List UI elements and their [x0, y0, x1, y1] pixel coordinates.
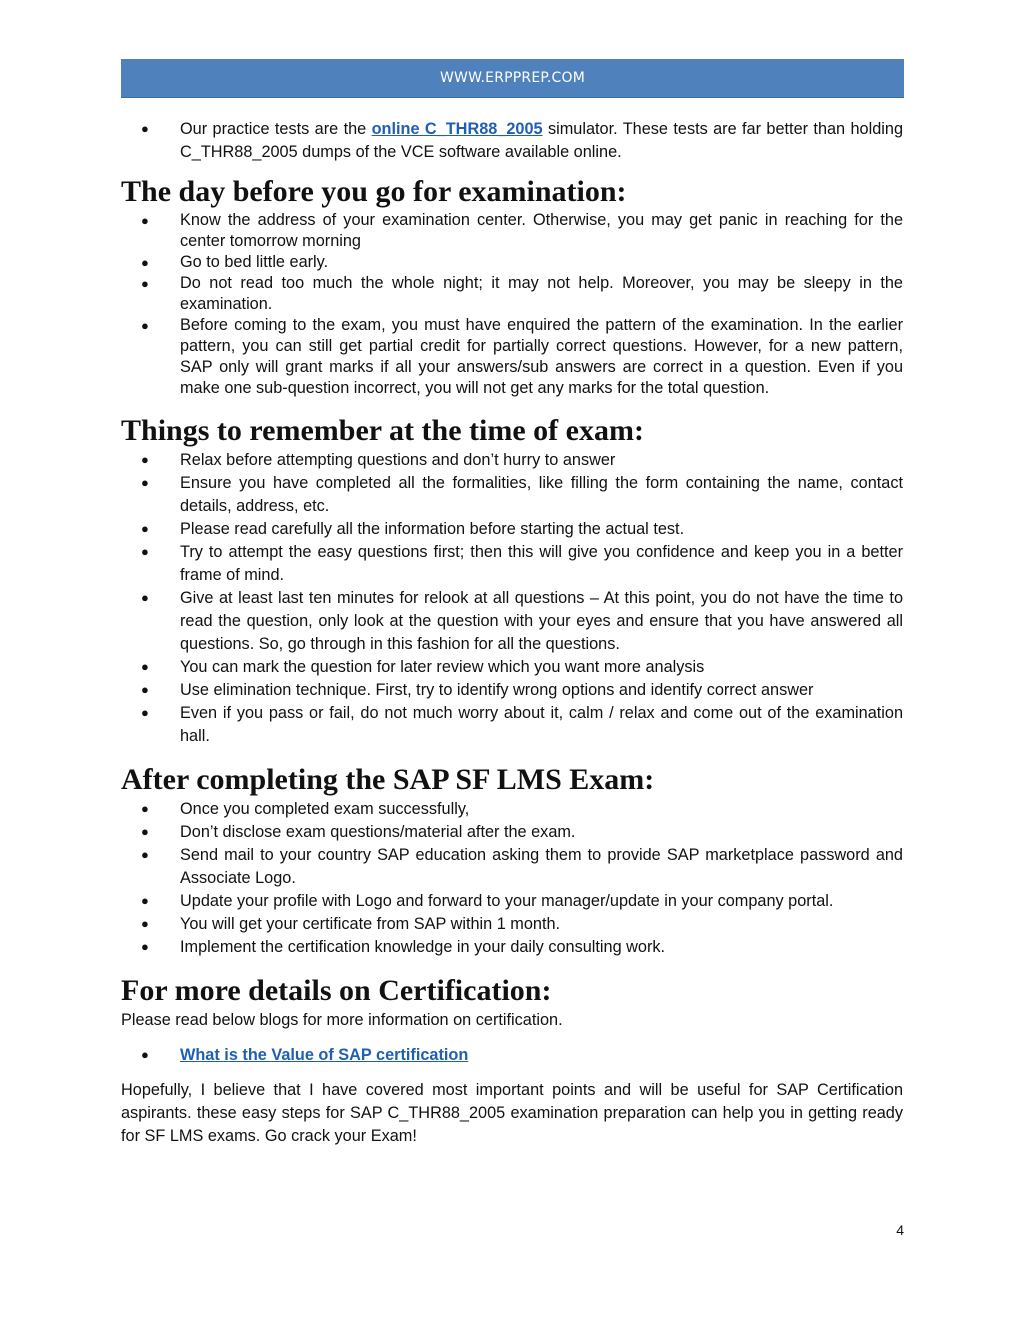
list-item: ● Even if you pass or fail, do not much worry about it, calm / relax and come out of the examination hall.: [141, 704, 903, 745]
list-item: ● Use elimination technique. First, try to identify wrong options and identify correct answer: [141, 681, 814, 699]
section-list: [121, 798, 903, 959]
simulator-link[interactable]: online C_THR88_2005: [371, 120, 543, 138]
intro-list: [121, 118, 903, 164]
header-banner: [121, 59, 904, 98]
bullet-icon: ●: [141, 521, 149, 536]
list-item: ● Ensure you have completed all the formalities, like filling the form containing the name, contact details, address, etc.: [141, 474, 903, 515]
bullet-icon: ●: [141, 452, 149, 467]
list-item: ● You will get your certificate from SAP within 1 month.: [141, 915, 561, 933]
section-title: After completing the SAP SF LMS Exam:: [121, 763, 655, 796]
site-url: WWW.ERPPREP.COM: [440, 70, 585, 86]
sap-certification-value-link[interactable]: What is the Value of SAP certification: [180, 1046, 469, 1064]
section-list: [121, 210, 903, 399]
bullet-icon: ●: [141, 916, 149, 931]
document-body: [121, 118, 903, 1148]
section-title: Things to remember at the time of exam:: [121, 414, 644, 447]
list-item: ● Relax before attempting questions and don’t hurry to answer: [141, 451, 616, 469]
details-lead: Please read below blogs for more information on certification.: [121, 1011, 563, 1029]
list-item: ● Give at least last ten minutes for relook at all questions – At this point, you do not have the time to read the question, only look at the question with your eyes and ensure that you have answered all questions. So, go through in this fashion for all the questions.: [141, 589, 903, 653]
bullet-icon: ●: [141, 1047, 149, 1062]
bullet-icon: ●: [141, 824, 149, 839]
bullet-icon: ●: [141, 276, 149, 291]
section-title: The day before you go for examination:: [121, 175, 627, 208]
bullet-icon: ●: [141, 544, 149, 559]
bullet-icon: ●: [141, 705, 149, 720]
bullet-icon: ●: [141, 475, 149, 490]
section-title: For more details on Certification:: [121, 974, 552, 1007]
page-number: 4: [896, 1222, 904, 1238]
list-item: ● Implement the certification knowledge in your daily consulting work.: [141, 938, 666, 956]
bullet-icon: ●: [141, 590, 149, 605]
bullet-icon: ●: [141, 847, 149, 862]
bullet-icon: ●: [141, 682, 149, 697]
list-item: ● Before coming to the exam, you must have enquired the pattern of the examination. In the earlier pattern, you can still get partial credit for partially correct questions. However, for a new pattern, SAP only will grant marks if all your answers/sub answers are correct in a question. Even if you make one sub-question incorrect, you will not get any marks for the total question.: [141, 316, 903, 397]
bullet-icon: ●: [141, 318, 149, 333]
bullet-icon: ●: [141, 659, 149, 674]
list-item: ● Our practice tests are the online C_THR88_2005 simulator. These tests are far better than holding C_THR88_2005 dumps of the VCE software available online.: [141, 120, 904, 161]
blog-links: [121, 1044, 903, 1067]
list-item: ● Please read carefully all the information before starting the actual test.: [141, 520, 685, 538]
bullet-icon: ●: [141, 893, 149, 908]
list-item: ● Send mail to your country SAP education asking them to provide SAP marketplace password and Associate Logo.: [141, 846, 903, 887]
list-item: ● You can mark the question for later review which you want more analysis: [141, 658, 705, 676]
list-item: ● Don’t disclose exam questions/material after the exam.: [141, 823, 576, 841]
list-item: ● Once you completed exam successfully,: [141, 800, 470, 818]
list-item: ● Know the address of your examination center. Otherwise, you may get panic in reaching for the center tomorrow morning: [141, 211, 903, 250]
bullet-icon: ●: [141, 121, 149, 136]
list-item: ● Try to attempt the easy questions first; then this will give you confidence and keep you in a better frame of mind.: [141, 543, 903, 584]
bullet-icon: ●: [141, 939, 149, 954]
list-item: ● Update your profile with Logo and forward to your manager/update in your company portal.: [141, 892, 834, 910]
closing-paragraph: Hopefully, I believe that I have covered most important points and will be useful for SAP Certification aspirants. these easy steps for SAP C_THR88_2005 examination preparation can help you in getting ready for SF LMS exams. Go crack your Exam!: [121, 1081, 903, 1145]
list-item: ● Do not read too much the whole night; it may not help. Moreover, you may be sleepy in the examination.: [141, 274, 903, 313]
bullet-icon: ●: [141, 255, 149, 270]
bullet-icon: ●: [141, 213, 149, 228]
list-item: [121, 1044, 903, 1067]
bullet-icon: ●: [141, 801, 149, 816]
list-item: ● Go to bed little early.: [141, 253, 329, 271]
section-list: [121, 449, 903, 748]
